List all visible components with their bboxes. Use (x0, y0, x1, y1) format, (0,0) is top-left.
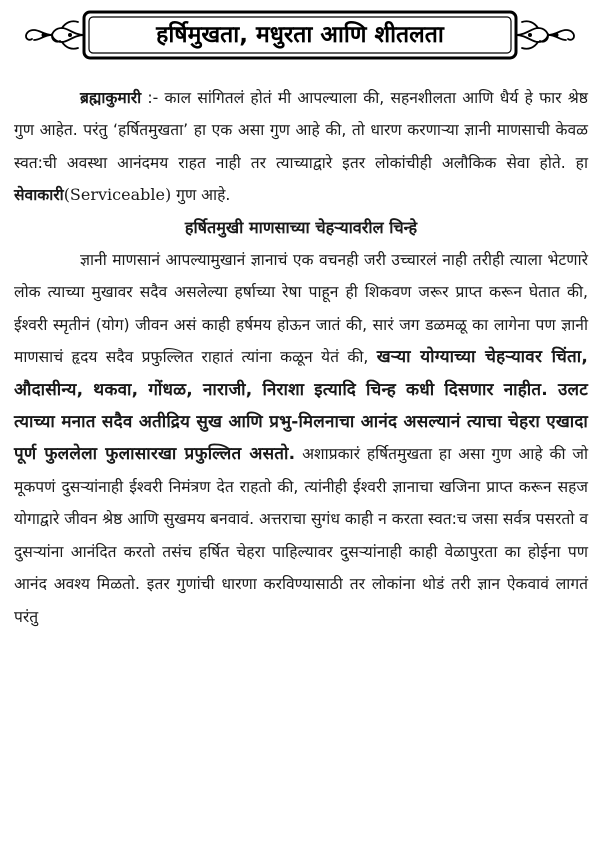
page-title: हर्षिमुखता, मधुरता आणि शीतलता (156, 22, 444, 48)
paragraph-main-continuation: अशाप्रकारं हर्षितमुखता हा असा गुण आहे की जो मूकपणं दुसऱ्यांनाही ईश्वरी निमंत्रण देत राहतो की, त्यांनीही ईश्वरी ज्ञानाचा खजिना प्राप्त करून सहज योगाद्वारे जीवन श्रेष्ठ आणि सुखमय बनवावं. अत्तराचा सुगंध काही न करता स्वत:च जसा सर्वत्र पसरतो व दुसऱ्यांना आनंदित करतो तसंच हर्षित चेहरा पाहिल्यावर दुसऱ्यांनाही काही वेळापुरता का होईना पण आनंद अवश्य मिळतो. इतर गुणांची धारणा करविण्यासाठी तर लोकांना थोडं तरी ज्ञान ऐकवावं लागतं परंतु (14, 445, 588, 626)
section-subheading: हर्षितमुखी माणसाच्या चेहऱ्यावरील चिन्हे (184, 217, 418, 237)
serviceable-english-term: (Serviceable) (63, 185, 172, 205)
title-banner (22, 8, 578, 64)
paragraph-intro (14, 82, 588, 212)
paragraph-intro-text: :- काल सांगितलं होतं मी आपल्याला की, सहनशीलता आणि धैर्य हे फार श्रेष्ठ गुण आहेत. परंतु ‘हर्षितमुखता’ हा एक असा गुण आहे की, तो धारण करणाऱ्या ज्ञानी माणसाची केवळ स्वत:ची अवस्था आनंदमय राहत नाही तर त्याच्याद्वारे इतर लोकांचीही अलौकिक सेवा होते. हा (14, 89, 588, 172)
paragraph-main-bold-passage: खऱ्या योग्याच्या चेहऱ्यावर चिंता, औदासीन्य, थकवा, गोंधळ, नाराजी, निराशा इत्यादि चिन्ह कधी दिसणार नाहीत. उलट त्याच्या मनात सदैव अतीद्रिय सुख आणि प्रभु-मिलनाचा आनंद असल्यानं त्याचा चेहरा एखादा पूर्ण फुललेला फुलासारखा प्रफुल्लित असतो. (14, 347, 588, 465)
serviceable-marathi-term: सेवाकारी (14, 186, 64, 205)
paragraph-main (14, 244, 588, 633)
paragraph-intro-ending: गुण आहे. (171, 186, 231, 205)
speaker-label: ब्रह्माकुमारी (80, 89, 142, 107)
paragraph-main-text: ज्ञानी माणसानं आपल्यामुखानं ज्ञानाचं एक वचनही जरी उच्चारलं नाही तरीही त्याला भेटणारे लोक त्याच्या मुखावर सदैव असलेल्या हर्षाच्या रेषा पाहून ही शिकवण जरूर प्राप्त करून घेतात की, ईश्वरी स्मृतीनं (योग) जीवन असं काही हर्षमय होऊन जातं की, सारं जग डळमळू का लागेना पण ज्ञानी माणसाचं हृदय सदैव प्रफुल्लित राहातं त्यांना कळून येतं की, (14, 251, 588, 367)
article-body (14, 82, 588, 633)
